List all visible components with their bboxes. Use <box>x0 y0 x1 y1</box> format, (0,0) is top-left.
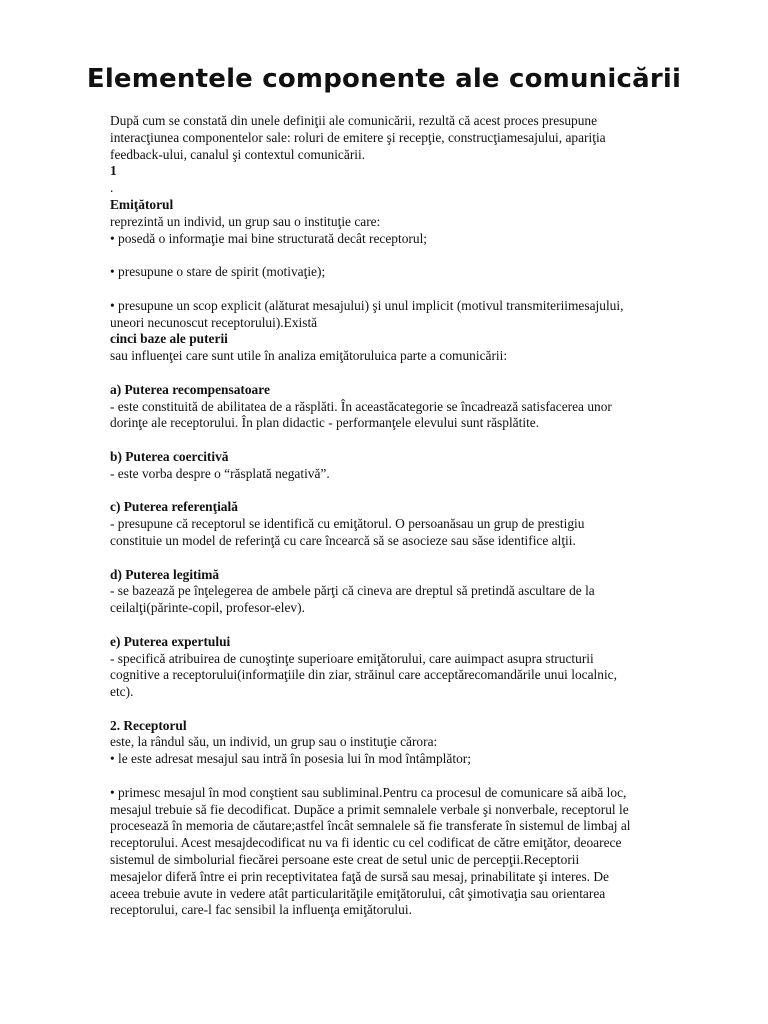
subsection-heading: c) Puterea referenţială <box>110 499 238 515</box>
bullet-item: • presupune o stare de spirit (motivaţie); <box>110 264 326 280</box>
paragraph-line: - este constituită de abilitatea de a răsplăti. În aceastăcategorie se încadrează satisfacerea unor <box>110 398 612 414</box>
bullet-item: • presupune un scop explicit (alăturat mesajului) şi unul implicit (motivul transmiteriimesajului, <box>110 297 624 313</box>
paragraph-line: - se bazează pe înţelegerea de ambele părţi că cineva are dreptul să pretindă ascultare de la <box>110 583 595 599</box>
section-heading: Emiţătorul <box>110 196 174 212</box>
bullet-item: • le este adresat mesajul sau intră în posesia lui în mod întâmplător; <box>110 751 471 767</box>
paragraph-line: procesează în memoria de căutare;astfel încât semnalele să fie transferate în sistemul de limbaj al <box>110 818 631 834</box>
paragraph-line: sistemul de simbolurial fiecărei persoane este creat de setul unic de percepţii.Receptorii <box>110 852 580 868</box>
subsection-heading: e) Puterea expertului <box>110 633 231 649</box>
paragraph-line: mesajul trebuie să fie decodificat. Dupăce a primit semnalele verbale şi nonverbale, receptorul le <box>110 801 629 817</box>
paragraph-line: receptorului, care-l fac sensibil la influenţa emiţătorului. <box>110 902 412 918</box>
paragraph-line: dorinţe ale receptorului. În plan didactic - performanţele elevului sunt răsplătite. <box>110 415 540 431</box>
intro-line: După cum se constată din unele definiţii ale comunicării, rezultă că acest proces presupune <box>110 113 598 128</box>
page-title: Elementele componente ale comunicării <box>86 64 682 94</box>
bullet-item: • primesc mesajul în mod conştient sau subliminal.Pentru ca procesul de comunicare să aibă loc, <box>110 784 627 800</box>
footnote-number: 1 <box>110 163 117 179</box>
paragraph-line: ceilalţi(părinte-copil, profesor-elev). <box>110 600 305 616</box>
paragraph-line: este, la rândul său, un individ, un grup sau o instituţie cărora: <box>110 734 438 750</box>
footnote-dot: . <box>110 180 114 196</box>
subsection-heading: a) Puterea recompensatoare <box>110 381 270 397</box>
subsection-heading: b) Puterea coercitivă <box>110 448 229 464</box>
intro-line: interacţiunea componentelor sale: roluri de emitere şi recepţie, construcţiamesajului, apariţia <box>110 129 606 145</box>
paragraph-line: receptorului. Acest mesajdecodificat nu va fi identic cu cel codificat de către emiţător, deoarece <box>110 835 622 851</box>
paragraph-line: etc). <box>110 684 134 700</box>
paragraph-line: - specifică atribuirea de cunoştinţe superioare emiţătorului, care auimpact asupra structurii <box>110 650 594 666</box>
section-heading: 2. Receptorul <box>110 717 187 733</box>
paragraph-line: - este vorba despre o “răsplată negativă”. <box>110 465 330 481</box>
paragraph-line: aceea trebuie avute in vedere atât particularităţile emiţătorului, cât şimotivaţia sau orientarea <box>110 885 606 901</box>
bullet-item: • posedă o informaţie mai bine structurată decât receptorul; <box>110 230 428 246</box>
section-heading: cinci baze ale puterii <box>110 331 228 347</box>
intro-line: feedback-ului, canalul şi contextul comunicării. <box>110 146 366 162</box>
paragraph-line: mesajelor diferă între ei prin receptivitatea faţă de sursă sau mesaj, prinabilitate şi interes. De <box>110 868 609 884</box>
paragraph-line: uneori necunoscut receptorului).Există <box>110 314 318 330</box>
paragraph-line: constituie un model de referinţă cu care încearcă să se asocieze sau săse identifice alţii. <box>110 532 576 548</box>
paragraph-line: - presupune că receptorul se identifică cu emiţătorul. O persoanăsau un grup de prestigiu <box>110 516 585 532</box>
paragraph-line: reprezintă un individ, un grup sau o instituţie care: <box>110 213 381 229</box>
document-body <box>110 113 730 919</box>
paragraph-line: sau influenţei care sunt utile în analiza emiţătoruluica parte a comunicării: <box>110 348 508 364</box>
subsection-heading: d) Puterea legitimă <box>110 566 220 582</box>
paragraph-line: cognitive a receptorului(informaţiile din ziar, străinul care acceptărecomandările unui localnic, <box>110 667 617 683</box>
